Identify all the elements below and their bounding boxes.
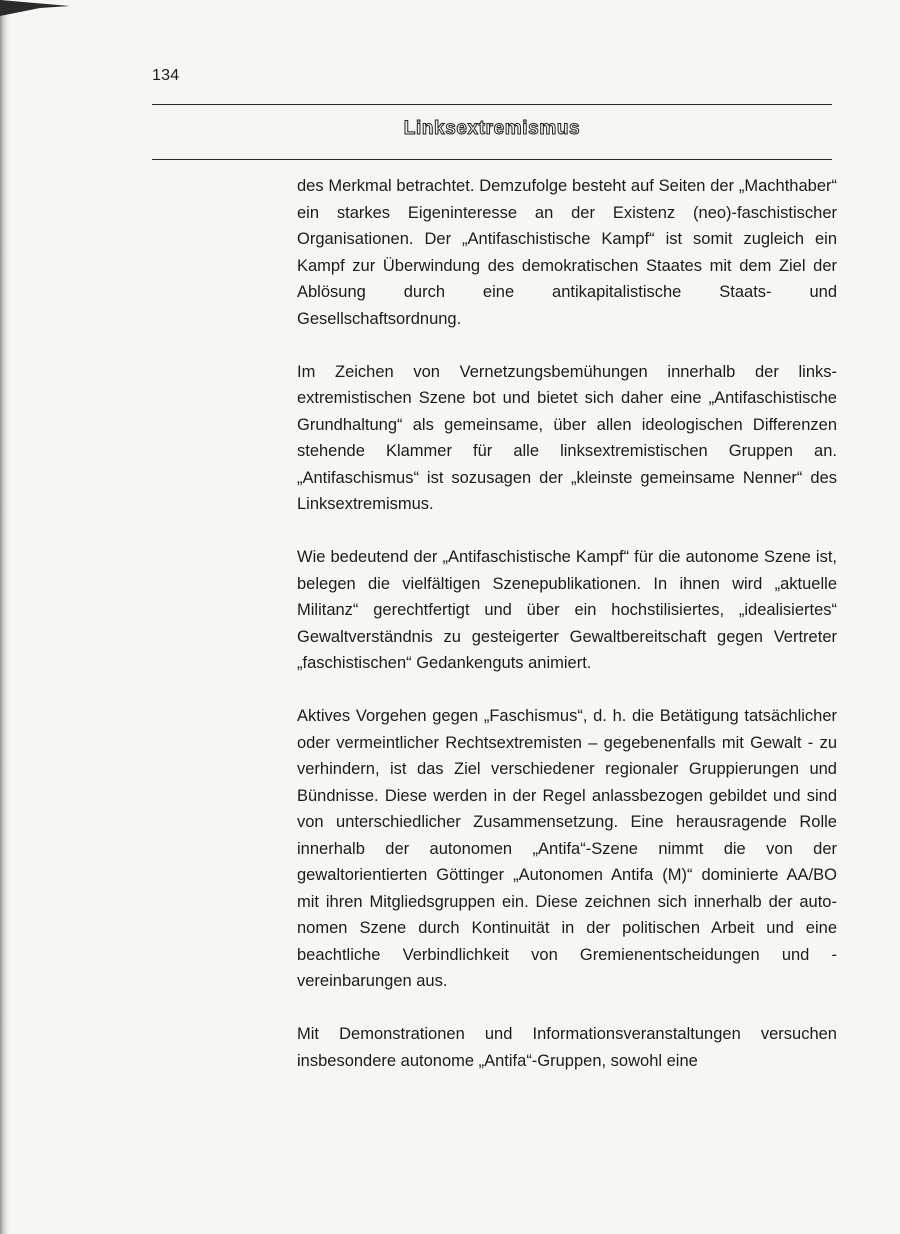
- body-text: [297, 173, 837, 1101]
- page-number: 134: [152, 67, 180, 84]
- paragraph: des Merkmal betrachtet. Demzufolge besteht auf Seiten der „Machthaber“ ein starkes Eigeninteresse an der Existenz (neo)-faschistischer Organisationen. Der „Antifaschistische Kampf“ ist somit zugleich ein Kampf zur Überwindung des demokratischen Staates mit dem Ziel der Ablösung durch eine antikapitalistische Staats- und Gesellschaftsordnung.: [297, 177, 837, 328]
- paragraph: Wie bedeutend der „Antifaschistische Kampf“ für die autonome Szene ist, belegen die vielfältigen Szenepublikationen. In ihnen wird „aktuelle Militanz“ gerechtfertigt und über ein hochstilisiertes, „idealisiertes“ Gewaltverständnis zu gesteigerter Gewaltbereitschaft gegen Vertreter „faschistischen“ Gedankenguts animiert.: [297, 548, 837, 672]
- scan-edge-left: [0, 0, 10, 1234]
- paragraph: Im Zeichen von Vernetzungsbemühungen innerhalb der linksextremistischen Szene bot und bietet sich daher eine „Antifaschistische Grundhaltung“ als gemeinsame, über allen ideologischen Differenzen stehende Klammer für alle linksextremistischen Gruppen an. „Antifaschismus“ ist sozusagen der „kleinste gemeinsame Nenner“ des Linksextremismus.: [297, 362, 837, 513]
- paragraph: Aktives Vorgehen gegen „Faschismus“, d. h. die Betätigung tatsächlicher oder vermeintlicher Rechtsextremisten – gegebenenfalls mit Gewalt - zu verhindern, ist das Ziel verschiedener regionaler Gruppierungen und Bündnisse. Diese werden in der Regel anlassbezogen gebildet und sind von unterschiedlicher Zusammensetzung. Eine herausragende Rolle innerhalb der autonomen „Antifa“-Szene nimmt die von der gewaltorientierten Göttinger „Autonomen Antifa (M)“ dominierte AA/BO mit ihren Mitgliedsgruppen ein. Diese zeichnen sich innerhalb der autonomen Szene durch Kontinuität in der politischen Arbeit und eine beachtliche Verbindlichkeit von Gremienentscheidungen und -vereinbarungen aus.: [297, 707, 837, 990]
- running-head: Linksextremismus: [403, 118, 581, 139]
- header-rule-bottom: [152, 159, 832, 160]
- paragraph: Mit Demonstrationen und Informationsveranstaltungen versuchen insbesondere autonome „Antifa“-Gruppen, sowohl eine: [297, 1025, 837, 1070]
- scan-corner-mark: [0, 0, 70, 16]
- header-rule-top: [152, 104, 832, 105]
